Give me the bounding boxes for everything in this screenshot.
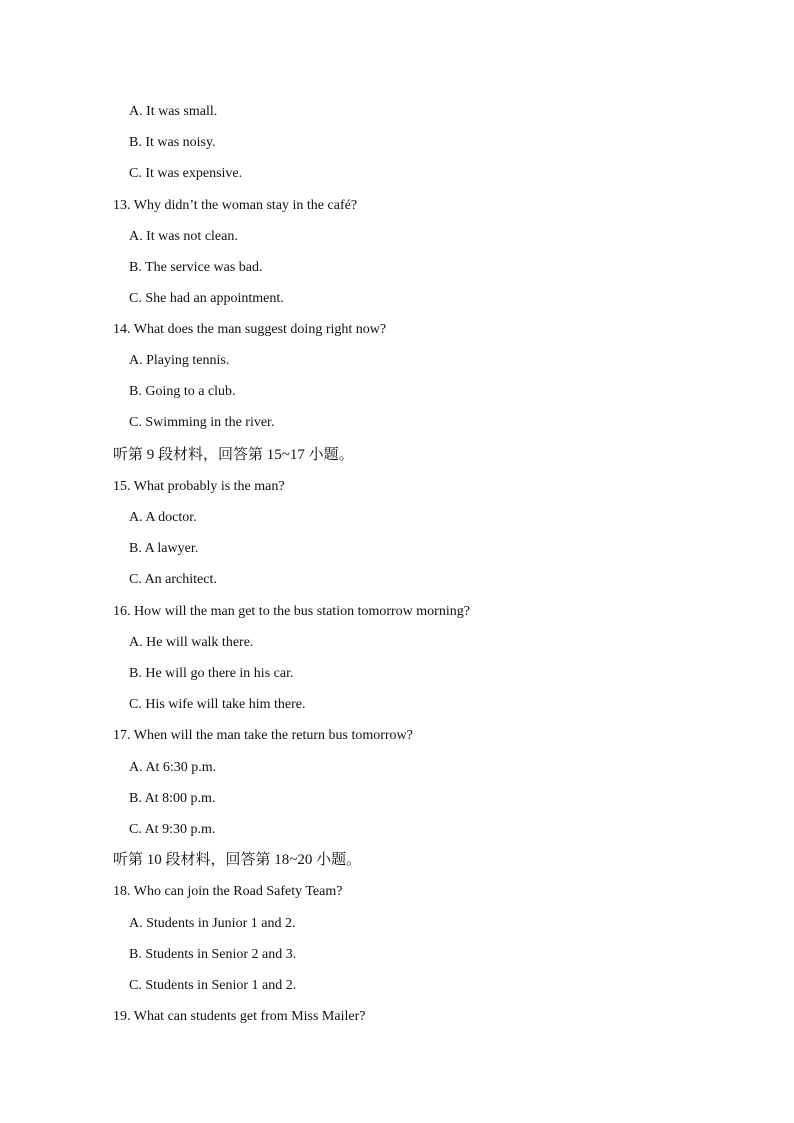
option-line: A. Playing tennis. — [129, 353, 230, 368]
option-line: A. At 6:30 p.m. — [129, 760, 217, 775]
option-line: B. The service was bad. — [129, 260, 263, 275]
option-line: B. Students in Senior 2 and 3. — [129, 947, 297, 962]
question-line: 19. What can students get from Miss Mailer? — [113, 1009, 366, 1024]
question-line: 17. When will the man take the return bus tomorrow? — [113, 728, 413, 743]
option-line: C. An architect. — [129, 572, 217, 587]
question-line: 13. Why didn’t the woman stay in the café? — [113, 198, 358, 213]
section-heading: 听第 10 段材料，回答第 18~20 小题。 — [113, 852, 362, 868]
option-line: C. It was expensive. — [129, 166, 243, 181]
option-line: A. A doctor. — [129, 510, 197, 525]
question-line: 14. What does the man suggest doing right now? — [113, 322, 387, 337]
option-line: B. A lawyer. — [129, 541, 199, 556]
option-line: B. Going to a club. — [129, 384, 236, 399]
option-line: A. Students in Junior 1 and 2. — [129, 916, 296, 931]
option-line: B. He will go there in his car. — [129, 666, 294, 681]
section-heading: 听第 9 段材料，回答第 15~17 小题。 — [113, 447, 354, 463]
option-line: C. Students in Senior 1 and 2. — [129, 978, 297, 993]
option-line: C. At 9:30 p.m. — [129, 822, 216, 837]
option-line: C. His wife will take him there. — [129, 697, 306, 712]
option-line: B. At 8:00 p.m. — [129, 791, 216, 806]
question-line: 18. Who can join the Road Safety Team? — [113, 884, 343, 899]
question-line: 15. What probably is the man? — [113, 479, 285, 494]
option-line: A. It was not clean. — [129, 229, 238, 244]
option-line: B. It was noisy. — [129, 135, 216, 150]
question-line: 16. How will the man get to the bus station tomorrow morning? — [113, 604, 470, 619]
option-line: A. He will walk there. — [129, 635, 254, 650]
option-line: C. Swimming in the river. — [129, 415, 275, 430]
option-line: A. It was small. — [129, 104, 218, 119]
option-line: C. She had an appointment. — [129, 291, 284, 306]
